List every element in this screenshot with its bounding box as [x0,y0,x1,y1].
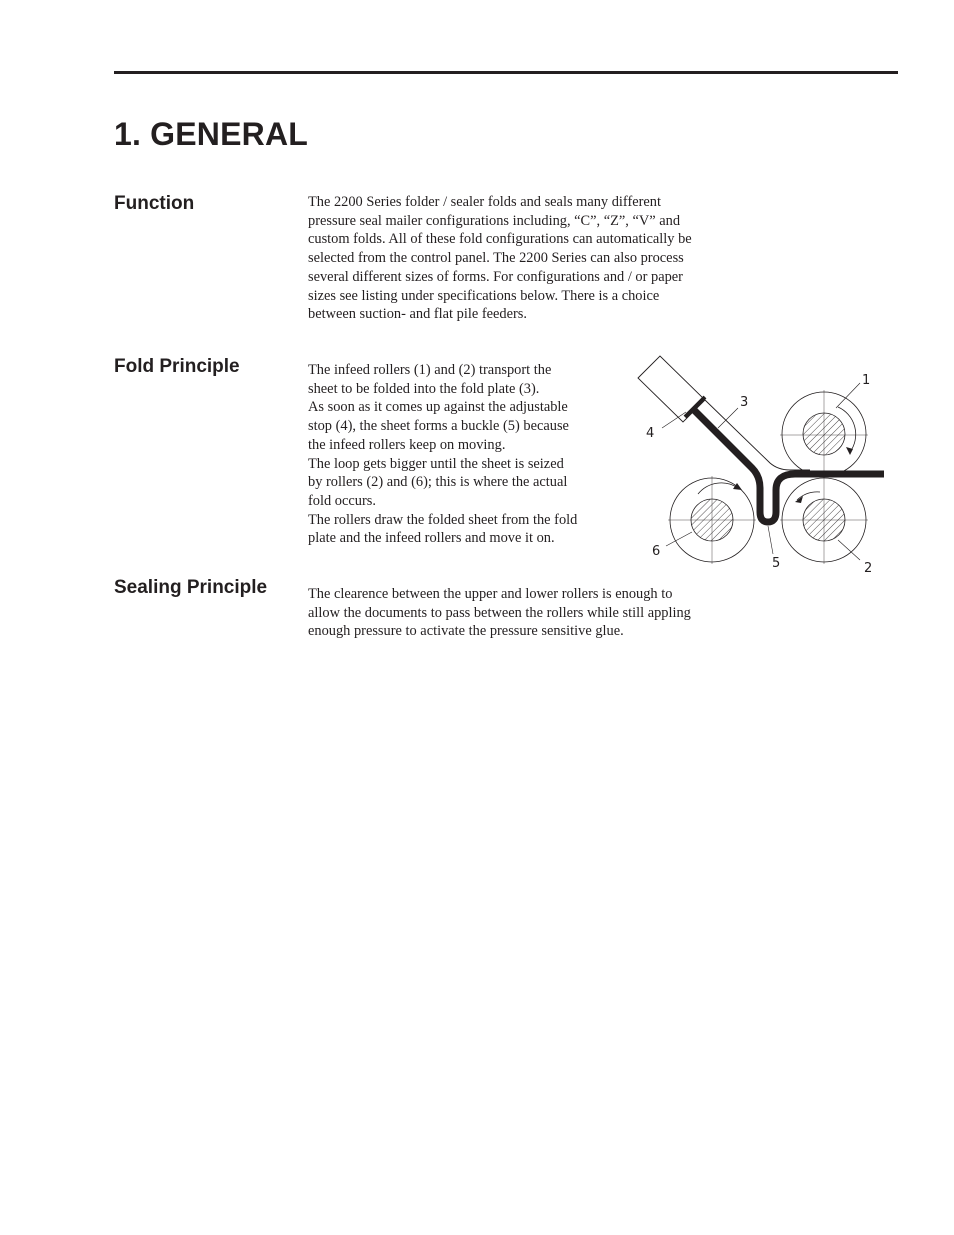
callout-1: 1 [862,373,871,388]
fold-plate [638,356,810,470]
fold-principle-paragraph [308,361,577,548]
text-line: stop (4), the sheet forms a buckle (5) because [308,418,569,435]
fold-principle-heading: Fold Principle [114,356,240,377]
roller-6 [668,476,756,564]
callout-2: 2 [864,561,873,576]
callout-6: 6 [652,544,661,559]
function-paragraph [308,193,692,324]
text-line: allow the documents to pass between the rollers while still appling [308,604,691,621]
sealing-principle-paragraph [308,585,691,641]
text-line: The 2200 Series folder / sealer folds and seals many different [308,194,661,210]
callout-5: 5 [772,556,781,571]
text-line: plate and the infeed rollers and move it on. [308,530,555,547]
roller-2 [780,476,868,564]
text-line: The infeed rollers (1) and (2) transport the [308,362,552,378]
text-line: fold occurs. [308,492,376,509]
callout-3: 3 [740,395,749,410]
text-line: The clearence between the upper and lower rollers is enough to [308,586,673,602]
sealing-principle-heading: Sealing Principle [114,577,268,598]
top-rule [114,71,898,74]
text-line: sizes see listing under specifications below. There is a choice [308,287,660,304]
text-line: the infeed rollers keep on moving. [308,436,506,453]
callout-4: 4 [646,426,655,441]
text-line: by rollers (2) and (6); this is where the actual [308,474,568,491]
text-line: custom folds. All of these fold configurations can automatically be [308,231,692,248]
text-line: As soon as it comes up against the adjustable [308,399,568,416]
page-title: 1. GENERAL [114,116,309,152]
fold-principle-diagram [630,350,890,580]
function-heading: Function [114,193,195,214]
text-line: selected from the control panel. The 2200 Series can also process [308,250,684,267]
text-line: sheet to be folded into the fold plate (3). [308,380,540,397]
text-line: The rollers draw the folded sheet from the fold [308,511,578,528]
text-line: enough pressure to activate the pressure sensitive glue. [308,623,624,640]
text-line: several different sizes of forms. For configurations and / or paper [308,268,683,285]
text-line: between suction- and flat pile feeders. [308,306,527,323]
roller-1 [780,390,868,478]
text-line: pressure seal mailer configurations including, “C”, “Z”, “V” and [308,212,681,229]
text-line: The loop gets bigger until the sheet is seized [308,455,564,472]
